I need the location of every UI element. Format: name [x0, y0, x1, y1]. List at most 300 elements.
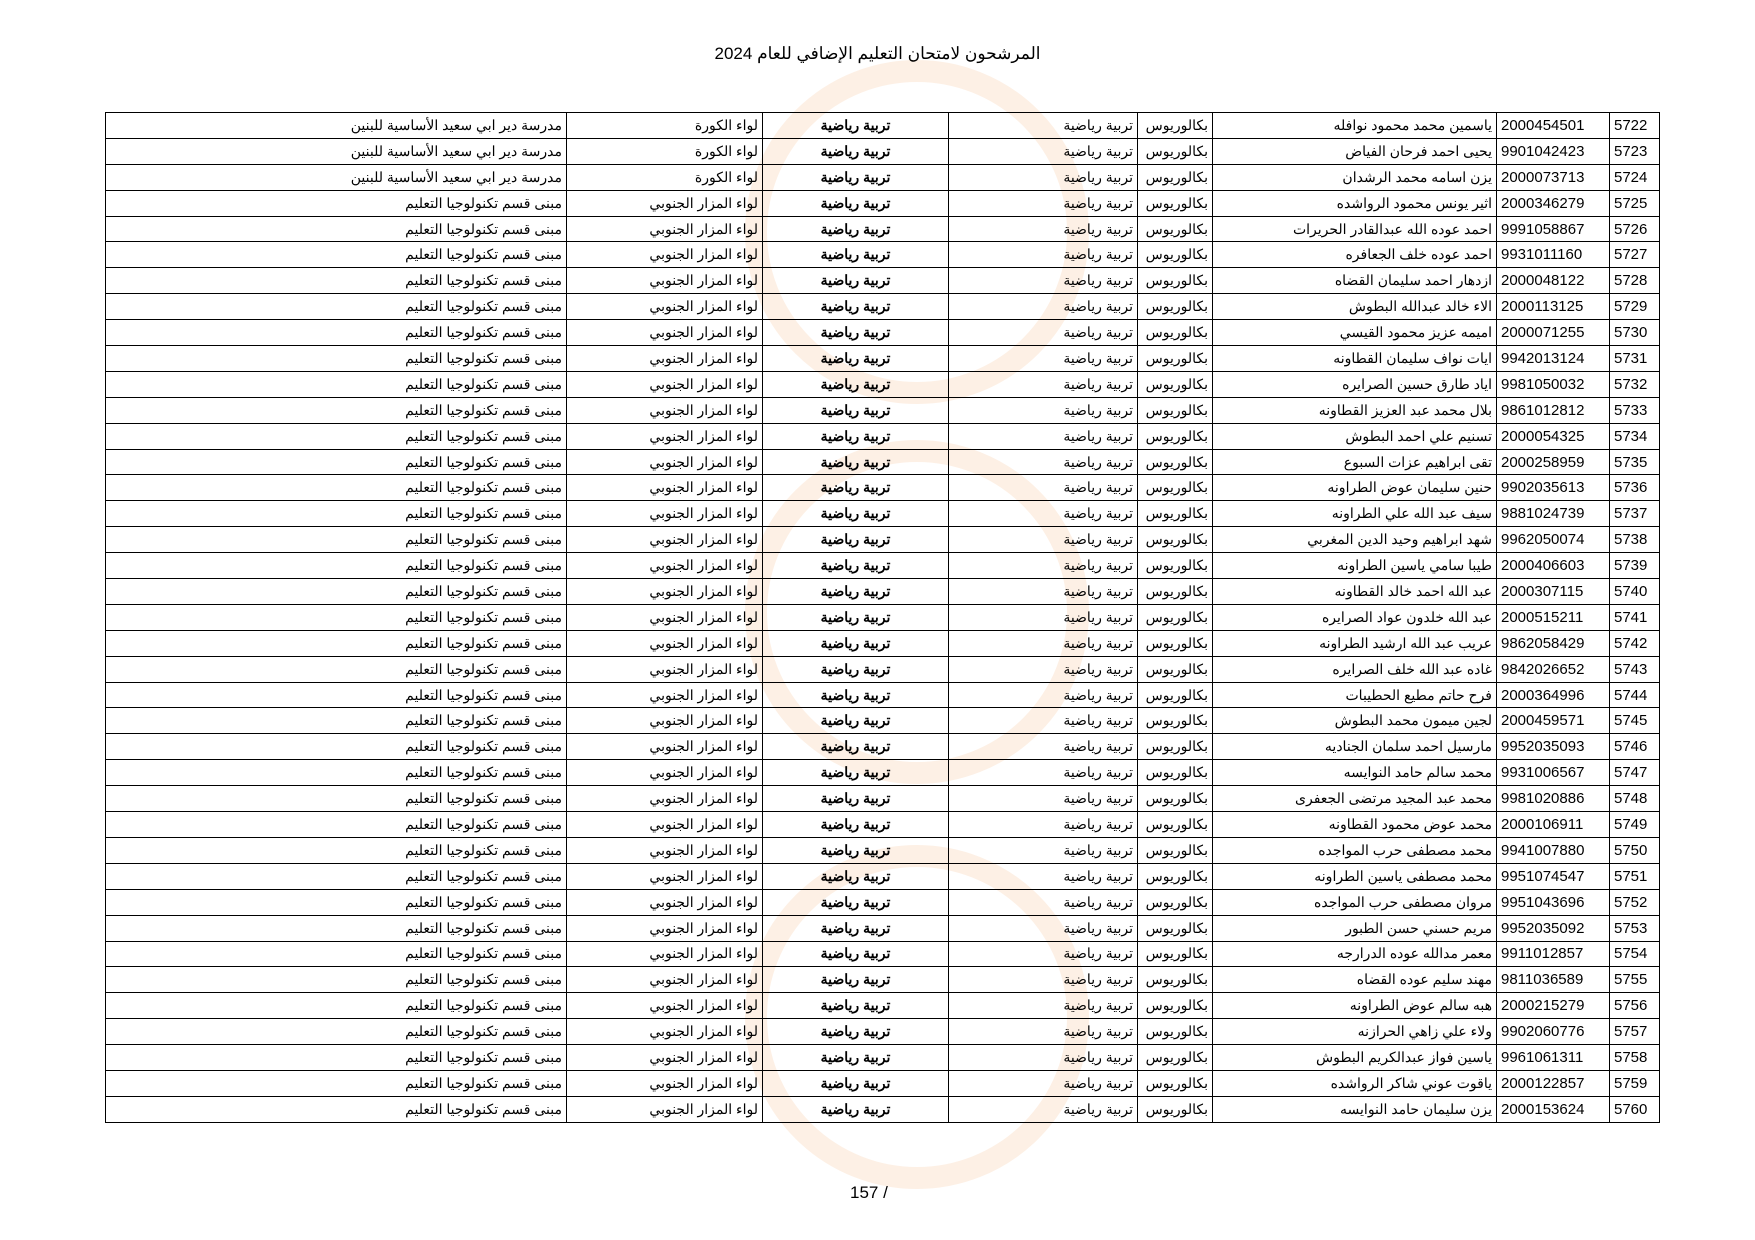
table-row [106, 786, 1660, 812]
serial-number-cell: 5722 [1610, 113, 1660, 139]
national-id-cell: 2000153624 [1497, 1096, 1610, 1122]
degree-cell: بكالوريوس [1138, 760, 1213, 786]
candidate-name-cell: مارسيل احمد سلمان الجناديه [1213, 734, 1497, 760]
candidate-name-cell: حنين سليمان عوض الطراونه [1213, 475, 1497, 501]
exam-center-cell: مبنى قسم تكنولوجيا التعليم [106, 1070, 567, 1096]
national-id-cell: 2000406603 [1497, 553, 1610, 579]
district-cell: لواء المزار الجنوبي [567, 837, 763, 863]
exam-center-cell: مبنى قسم تكنولوجيا التعليم [106, 889, 567, 915]
national-id-cell: 9951043696 [1497, 889, 1610, 915]
serial-number-cell: 5747 [1610, 760, 1660, 786]
national-id-cell: 2000054325 [1497, 423, 1610, 449]
exam-center-cell: مبنى قسم تكنولوجيا التعليم [106, 734, 567, 760]
degree-cell: بكالوريوس [1138, 941, 1213, 967]
district-cell: لواء المزار الجنوبي [567, 708, 763, 734]
exam-center-cell: مبنى قسم تكنولوجيا التعليم [106, 708, 567, 734]
degree-cell: بكالوريوس [1138, 786, 1213, 812]
degree-cell: بكالوريوس [1138, 656, 1213, 682]
major-cell: تربية رياضية [949, 682, 1138, 708]
table-row [106, 812, 1660, 838]
district-cell: لواء المزار الجنوبي [567, 346, 763, 372]
exam-subject-cell: تربية رياضية [763, 837, 949, 863]
exam-center-cell: مبنى قسم تكنولوجيا التعليم [106, 915, 567, 941]
district-cell: لواء المزار الجنوبي [567, 889, 763, 915]
national-id-cell: 2000307115 [1497, 579, 1610, 605]
national-id-cell: 2000122857 [1497, 1070, 1610, 1096]
table-row [106, 708, 1660, 734]
major-cell: تربية رياضية [949, 967, 1138, 993]
exam-center-cell: مبنى قسم تكنولوجيا التعليم [106, 786, 567, 812]
district-cell: لواء المزار الجنوبي [567, 967, 763, 993]
major-cell: تربية رياضية [949, 760, 1138, 786]
exam-subject-cell: تربية رياضية [763, 708, 949, 734]
serial-number-cell: 5756 [1610, 993, 1660, 1019]
exam-subject-cell: تربية رياضية [763, 1070, 949, 1096]
page-number: 157 / [850, 1183, 888, 1202]
major-cell: تربية رياضية [949, 501, 1138, 527]
major-cell: تربية رياضية [949, 863, 1138, 889]
major-cell: تربية رياضية [949, 320, 1138, 346]
major-cell: تربية رياضية [949, 190, 1138, 216]
national-id-cell: 9941007880 [1497, 837, 1610, 863]
serial-number-cell: 5738 [1610, 527, 1660, 553]
exam-center-cell: مبنى قسم تكنولوجيا التعليم [106, 1045, 567, 1071]
candidate-name-cell: غاده عبد الله خلف الصرايره [1213, 656, 1497, 682]
major-cell: تربية رياضية [949, 475, 1138, 501]
exam-subject-cell: تربية رياضية [763, 863, 949, 889]
exam-center-cell: مبنى قسم تكنولوجيا التعليم [106, 967, 567, 993]
table-row [106, 216, 1660, 242]
candidate-name-cell: بلال محمد عبد العزيز القطاونه [1213, 397, 1497, 423]
major-cell: تربية رياضية [949, 294, 1138, 320]
serial-number-cell: 5737 [1610, 501, 1660, 527]
degree-cell: بكالوريوس [1138, 397, 1213, 423]
degree-cell: بكالوريوس [1138, 1096, 1213, 1122]
serial-number-cell: 5757 [1610, 1019, 1660, 1045]
table-row [106, 242, 1660, 268]
degree-cell: بكالوريوس [1138, 164, 1213, 190]
table-row [106, 967, 1660, 993]
candidate-name-cell: يزن سليمان حامد النوايسه [1213, 1096, 1497, 1122]
exam-center-cell: مبنى قسم تكنولوجيا التعليم [106, 346, 567, 372]
major-cell: تربية رياضية [949, 993, 1138, 1019]
exam-subject-cell: تربية رياضية [763, 967, 949, 993]
candidate-name-cell: هبه سالم عوض الطراونه [1213, 993, 1497, 1019]
degree-cell: بكالوريوس [1138, 268, 1213, 294]
national-id-cell: 9861012812 [1497, 397, 1610, 423]
major-cell: تربية رياضية [949, 915, 1138, 941]
degree-cell: بكالوريوس [1138, 527, 1213, 553]
candidate-name-cell: اميمه عزيز محمود القيسي [1213, 320, 1497, 346]
exam-center-cell: مبنى قسم تكنولوجيا التعليم [106, 682, 567, 708]
exam-center-cell: مبنى قسم تكنولوجيا التعليم [106, 579, 567, 605]
candidate-name-cell: يحيى احمد فرحان الفياض [1213, 138, 1497, 164]
major-cell: تربية رياضية [949, 630, 1138, 656]
major-cell: تربية رياضية [949, 1070, 1138, 1096]
serial-number-cell: 5729 [1610, 294, 1660, 320]
national-id-cell: 9952035093 [1497, 734, 1610, 760]
exam-subject-cell: تربية رياضية [763, 1096, 949, 1122]
exam-subject-cell: تربية رياضية [763, 656, 949, 682]
candidate-name-cell: محمد عبد المجيد مرتضى الجعفرى [1213, 786, 1497, 812]
major-cell: تربية رياضية [949, 216, 1138, 242]
candidate-name-cell: مهند سليم عوده القضاه [1213, 967, 1497, 993]
national-id-cell: 9981050032 [1497, 371, 1610, 397]
exam-center-cell: مبنى قسم تكنولوجيا التعليم [106, 553, 567, 579]
district-cell: لواء المزار الجنوبي [567, 812, 763, 838]
exam-subject-cell: تربية رياضية [763, 449, 949, 475]
exam-subject-cell: تربية رياضية [763, 475, 949, 501]
major-cell: تربية رياضية [949, 656, 1138, 682]
exam-subject-cell: تربية رياضية [763, 734, 949, 760]
exam-subject-cell: تربية رياضية [763, 423, 949, 449]
serial-number-cell: 5723 [1610, 138, 1660, 164]
degree-cell: بكالوريوس [1138, 371, 1213, 397]
major-cell: تربية رياضية [949, 242, 1138, 268]
district-cell: لواء المزار الجنوبي [567, 423, 763, 449]
degree-cell: بكالوريوس [1138, 604, 1213, 630]
degree-cell: بكالوريوس [1138, 863, 1213, 889]
major-cell: تربية رياضية [949, 553, 1138, 579]
serial-number-cell: 5733 [1610, 397, 1660, 423]
degree-cell: بكالوريوس [1138, 553, 1213, 579]
degree-cell: بكالوريوس [1138, 579, 1213, 605]
major-cell: تربية رياضية [949, 579, 1138, 605]
exam-subject-cell: تربية رياضية [763, 553, 949, 579]
degree-cell: بكالوريوس [1138, 993, 1213, 1019]
exam-center-cell: مبنى قسم تكنولوجيا التعليم [106, 993, 567, 1019]
serial-number-cell: 5750 [1610, 837, 1660, 863]
national-id-cell: 9902060776 [1497, 1019, 1610, 1045]
major-cell: تربية رياضية [949, 527, 1138, 553]
exam-subject-cell: تربية رياضية [763, 812, 949, 838]
exam-subject-cell: تربية رياضية [763, 216, 949, 242]
serial-number-cell: 5758 [1610, 1045, 1660, 1071]
exam-center-cell: مبنى قسم تكنولوجيا التعليم [106, 941, 567, 967]
table-row [106, 475, 1660, 501]
candidate-name-cell: عبد الله خلدون عواد الصرايره [1213, 604, 1497, 630]
serial-number-cell: 5760 [1610, 1096, 1660, 1122]
degree-cell: بكالوريوس [1138, 423, 1213, 449]
serial-number-cell: 5749 [1610, 812, 1660, 838]
serial-number-cell: 5744 [1610, 682, 1660, 708]
degree-cell: بكالوريوس [1138, 1045, 1213, 1071]
national-id-cell: 9881024739 [1497, 501, 1610, 527]
table-row [106, 760, 1660, 786]
table-row [106, 346, 1660, 372]
national-id-cell: 2000106911 [1497, 812, 1610, 838]
exam-subject-cell: تربية رياضية [763, 993, 949, 1019]
exam-subject-cell: تربية رياضية [763, 760, 949, 786]
candidate-name-cell: احمد عوده الله عبدالقادر الحريرات [1213, 216, 1497, 242]
major-cell: تربية رياضية [949, 138, 1138, 164]
exam-subject-cell: تربية رياضية [763, 915, 949, 941]
exam-center-cell: مبنى قسم تكنولوجيا التعليم [106, 1096, 567, 1122]
district-cell: لواء الكورة [567, 138, 763, 164]
serial-number-cell: 5755 [1610, 967, 1660, 993]
degree-cell: بكالوريوس [1138, 138, 1213, 164]
degree-cell: بكالوريوس [1138, 708, 1213, 734]
district-cell: لواء المزار الجنوبي [567, 579, 763, 605]
major-cell: تربية رياضية [949, 889, 1138, 915]
major-cell: تربية رياضية [949, 164, 1138, 190]
exam-subject-cell: تربية رياضية [763, 397, 949, 423]
district-cell: لواء المزار الجنوبي [567, 682, 763, 708]
district-cell: لواء المزار الجنوبي [567, 1096, 763, 1122]
table-row [106, 190, 1660, 216]
district-cell: لواء الكورة [567, 113, 763, 139]
candidate-name-cell: ياسين فواز عبدالكريم البطوش [1213, 1045, 1497, 1071]
exam-subject-cell: تربية رياضية [763, 786, 949, 812]
degree-cell: بكالوريوس [1138, 682, 1213, 708]
table-row [106, 268, 1660, 294]
district-cell: لواء المزار الجنوبي [567, 475, 763, 501]
district-cell: لواء المزار الجنوبي [567, 1045, 763, 1071]
exam-center-cell: مبنى قسم تكنولوجيا التعليم [106, 475, 567, 501]
degree-cell: بكالوريوس [1138, 190, 1213, 216]
candidate-name-cell: ازدهار احمد سليمان القضاه [1213, 268, 1497, 294]
serial-number-cell: 5751 [1610, 863, 1660, 889]
serial-number-cell: 5753 [1610, 915, 1660, 941]
exam-center-cell: مبنى قسم تكنولوجيا التعليم [106, 371, 567, 397]
degree-cell: بكالوريوس [1138, 889, 1213, 915]
major-cell: تربية رياضية [949, 812, 1138, 838]
degree-cell: بكالوريوس [1138, 242, 1213, 268]
district-cell: لواء المزار الجنوبي [567, 397, 763, 423]
major-cell: تربية رياضية [949, 786, 1138, 812]
candidate-name-cell: محمد عوض محمود القطاونه [1213, 812, 1497, 838]
national-id-cell: 2000113125 [1497, 294, 1610, 320]
district-cell: لواء المزار الجنوبي [567, 630, 763, 656]
major-cell: تربية رياضية [949, 397, 1138, 423]
table-row [106, 164, 1660, 190]
serial-number-cell: 5739 [1610, 553, 1660, 579]
national-id-cell: 9842026652 [1497, 656, 1610, 682]
national-id-cell: 9901042423 [1497, 138, 1610, 164]
degree-cell: بكالوريوس [1138, 294, 1213, 320]
national-id-cell: 2000364996 [1497, 682, 1610, 708]
exam-subject-cell: تربية رياضية [763, 320, 949, 346]
serial-number-cell: 5741 [1610, 604, 1660, 630]
exam-center-cell: مبنى قسم تكنولوجيا التعليم [106, 423, 567, 449]
exam-subject-cell: تربية رياضية [763, 630, 949, 656]
major-cell: تربية رياضية [949, 941, 1138, 967]
table-row [106, 915, 1660, 941]
candidate-name-cell: احمد عوده خلف الجعافره [1213, 242, 1497, 268]
district-cell: لواء المزار الجنوبي [567, 604, 763, 630]
serial-number-cell: 5727 [1610, 242, 1660, 268]
national-id-cell: 9952035092 [1497, 915, 1610, 941]
major-cell: تربية رياضية [949, 268, 1138, 294]
district-cell: لواء المزار الجنوبي [567, 371, 763, 397]
table-row [106, 604, 1660, 630]
exam-center-cell: مبنى قسم تكنولوجيا التعليم [106, 837, 567, 863]
candidate-name-cell: محمد سالم حامد النوايسه [1213, 760, 1497, 786]
table-row [106, 941, 1660, 967]
district-cell: لواء المزار الجنوبي [567, 242, 763, 268]
major-cell: تربية رياضية [949, 1045, 1138, 1071]
national-id-cell: 9931011160 [1497, 242, 1610, 268]
exam-subject-cell: تربية رياضية [763, 1045, 949, 1071]
serial-number-cell: 5754 [1610, 941, 1660, 967]
district-cell: لواء المزار الجنوبي [567, 527, 763, 553]
candidate-name-cell: عريب عبد الله ارشيد الطراونه [1213, 630, 1497, 656]
district-cell: لواء المزار الجنوبي [567, 294, 763, 320]
table-row [106, 449, 1660, 475]
candidates-table [105, 112, 1660, 1123]
degree-cell: بكالوريوس [1138, 812, 1213, 838]
major-cell: تربية رياضية [949, 604, 1138, 630]
candidate-name-cell: اثير يونس محمود الرواشده [1213, 190, 1497, 216]
national-id-cell: 9961061311 [1497, 1045, 1610, 1071]
serial-number-cell: 5746 [1610, 734, 1660, 760]
serial-number-cell: 5752 [1610, 889, 1660, 915]
exam-center-cell: مبنى قسم تكنولوجيا التعليم [106, 242, 567, 268]
national-id-cell: 9811036589 [1497, 967, 1610, 993]
district-cell: لواء المزار الجنوبي [567, 786, 763, 812]
national-id-cell: 9931006567 [1497, 760, 1610, 786]
exam-center-cell: مبنى قسم تكنولوجيا التعليم [106, 604, 567, 630]
exam-subject-cell: تربية رياضية [763, 527, 949, 553]
table-row [106, 553, 1660, 579]
district-cell: لواء المزار الجنوبي [567, 1070, 763, 1096]
serial-number-cell: 5745 [1610, 708, 1660, 734]
exam-center-cell: مبنى قسم تكنولوجيا التعليم [106, 527, 567, 553]
candidate-name-cell: لجين ميمون محمد البطوش [1213, 708, 1497, 734]
table-row [106, 423, 1660, 449]
exam-center-cell: مبنى قسم تكنولوجيا التعليم [106, 1019, 567, 1045]
degree-cell: بكالوريوس [1138, 320, 1213, 346]
exam-center-cell: مبنى قسم تكنولوجيا التعليم [106, 216, 567, 242]
major-cell: تربية رياضية [949, 1096, 1138, 1122]
exam-center-cell: مبنى قسم تكنولوجيا التعليم [106, 501, 567, 527]
serial-number-cell: 5724 [1610, 164, 1660, 190]
exam-subject-cell: تربية رياضية [763, 604, 949, 630]
exam-subject-cell: تربية رياضية [763, 113, 949, 139]
serial-number-cell: 5759 [1610, 1070, 1660, 1096]
candidate-name-cell: سيف عبد الله علي الطراونه [1213, 501, 1497, 527]
exam-subject-cell: تربية رياضية [763, 164, 949, 190]
exam-subject-cell: تربية رياضية [763, 242, 949, 268]
candidate-name-cell: الاء خالد عبدالله البطوش [1213, 294, 1497, 320]
national-id-cell: 2000073713 [1497, 164, 1610, 190]
degree-cell: بكالوريوس [1138, 837, 1213, 863]
degree-cell: بكالوريوس [1138, 1070, 1213, 1096]
candidate-name-cell: تسنيم علي احمد البطوش [1213, 423, 1497, 449]
district-cell: لواء المزار الجنوبي [567, 760, 763, 786]
national-id-cell: 9981020886 [1497, 786, 1610, 812]
candidate-name-cell: شهد ابراهيم وحيد الدين المغربي [1213, 527, 1497, 553]
exam-subject-cell: تربية رياضية [763, 1019, 949, 1045]
degree-cell: بكالوريوس [1138, 346, 1213, 372]
candidate-name-cell: تقى ابراهيم عزات السبوع [1213, 449, 1497, 475]
table-row [106, 113, 1660, 139]
candidate-name-cell: فرح حاتم مطيع الحطيبات [1213, 682, 1497, 708]
exam-subject-cell: تربية رياضية [763, 941, 949, 967]
degree-cell: بكالوريوس [1138, 967, 1213, 993]
candidate-name-cell: ياسمين محمد محمود نوافله [1213, 113, 1497, 139]
table-row [106, 1070, 1660, 1096]
district-cell: لواء المزار الجنوبي [567, 190, 763, 216]
table-row [106, 993, 1660, 1019]
exam-subject-cell: تربية رياضية [763, 371, 949, 397]
serial-number-cell: 5742 [1610, 630, 1660, 656]
district-cell: لواء الكورة [567, 164, 763, 190]
table-row [106, 630, 1660, 656]
exam-subject-cell: تربية رياضية [763, 579, 949, 605]
major-cell: تربية رياضية [949, 113, 1138, 139]
national-id-cell: 2000071255 [1497, 320, 1610, 346]
district-cell: لواء المزار الجنوبي [567, 863, 763, 889]
table-row [106, 1019, 1660, 1045]
exam-subject-cell: تربية رياضية [763, 294, 949, 320]
candidate-name-cell: محمد مصطفى ياسين الطراونه [1213, 863, 1497, 889]
national-id-cell: 2000346279 [1497, 190, 1610, 216]
district-cell: لواء المزار الجنوبي [567, 941, 763, 967]
table-row [106, 863, 1660, 889]
exam-subject-cell: تربية رياضية [763, 501, 949, 527]
exam-subject-cell: تربية رياضية [763, 138, 949, 164]
district-cell: لواء المزار الجنوبي [567, 449, 763, 475]
national-id-cell: 2000454501 [1497, 113, 1610, 139]
table-row [106, 397, 1660, 423]
national-id-cell: 2000258959 [1497, 449, 1610, 475]
table-row [106, 682, 1660, 708]
candidate-name-cell: معمر مدالله عوده الدرارجه [1213, 941, 1497, 967]
exam-center-cell: مبنى قسم تكنولوجيا التعليم [106, 863, 567, 889]
degree-cell: بكالوريوس [1138, 915, 1213, 941]
table-row [106, 527, 1660, 553]
candidate-name-cell: يزن اسامه محمد الرشدان [1213, 164, 1497, 190]
exam-center-cell: مدرسة دير ابي سعيد الأساسية للبنين [106, 138, 567, 164]
serial-number-cell: 5740 [1610, 579, 1660, 605]
major-cell: تربية رياضية [949, 371, 1138, 397]
exam-center-cell: مبنى قسم تكنولوجيا التعليم [106, 294, 567, 320]
serial-number-cell: 5736 [1610, 475, 1660, 501]
exam-subject-cell: تربية رياضية [763, 190, 949, 216]
district-cell: لواء المزار الجنوبي [567, 216, 763, 242]
major-cell: تربية رياضية [949, 423, 1138, 449]
exam-center-cell: مدرسة دير ابي سعيد الأساسية للبنين [106, 164, 567, 190]
exam-center-cell: مبنى قسم تكنولوجيا التعليم [106, 190, 567, 216]
candidate-name-cell: ياقوت عوني شاكر الرواشده [1213, 1070, 1497, 1096]
table-row [106, 320, 1660, 346]
serial-number-cell: 5735 [1610, 449, 1660, 475]
national-id-cell: 2000515211 [1497, 604, 1610, 630]
major-cell: تربية رياضية [949, 346, 1138, 372]
serial-number-cell: 5725 [1610, 190, 1660, 216]
major-cell: تربية رياضية [949, 837, 1138, 863]
table-row [106, 501, 1660, 527]
table-row [106, 1096, 1660, 1122]
district-cell: لواء المزار الجنوبي [567, 320, 763, 346]
national-id-cell: 9951074547 [1497, 863, 1610, 889]
district-cell: لواء المزار الجنوبي [567, 268, 763, 294]
candidate-name-cell: مروان مصطفى حرب المواجده [1213, 889, 1497, 915]
district-cell: لواء المزار الجنوبي [567, 993, 763, 1019]
exam-center-cell: مبنى قسم تكنولوجيا التعليم [106, 320, 567, 346]
serial-number-cell: 5732 [1610, 371, 1660, 397]
national-id-cell: 2000459571 [1497, 708, 1610, 734]
candidate-name-cell: طيبا سامي ياسين الطراونه [1213, 553, 1497, 579]
table-row [106, 294, 1660, 320]
table-row [106, 889, 1660, 915]
exam-center-cell: مبنى قسم تكنولوجيا التعليم [106, 630, 567, 656]
national-id-cell: 9991058867 [1497, 216, 1610, 242]
serial-number-cell: 5743 [1610, 656, 1660, 682]
national-id-cell: 9962050074 [1497, 527, 1610, 553]
district-cell: لواء المزار الجنوبي [567, 501, 763, 527]
